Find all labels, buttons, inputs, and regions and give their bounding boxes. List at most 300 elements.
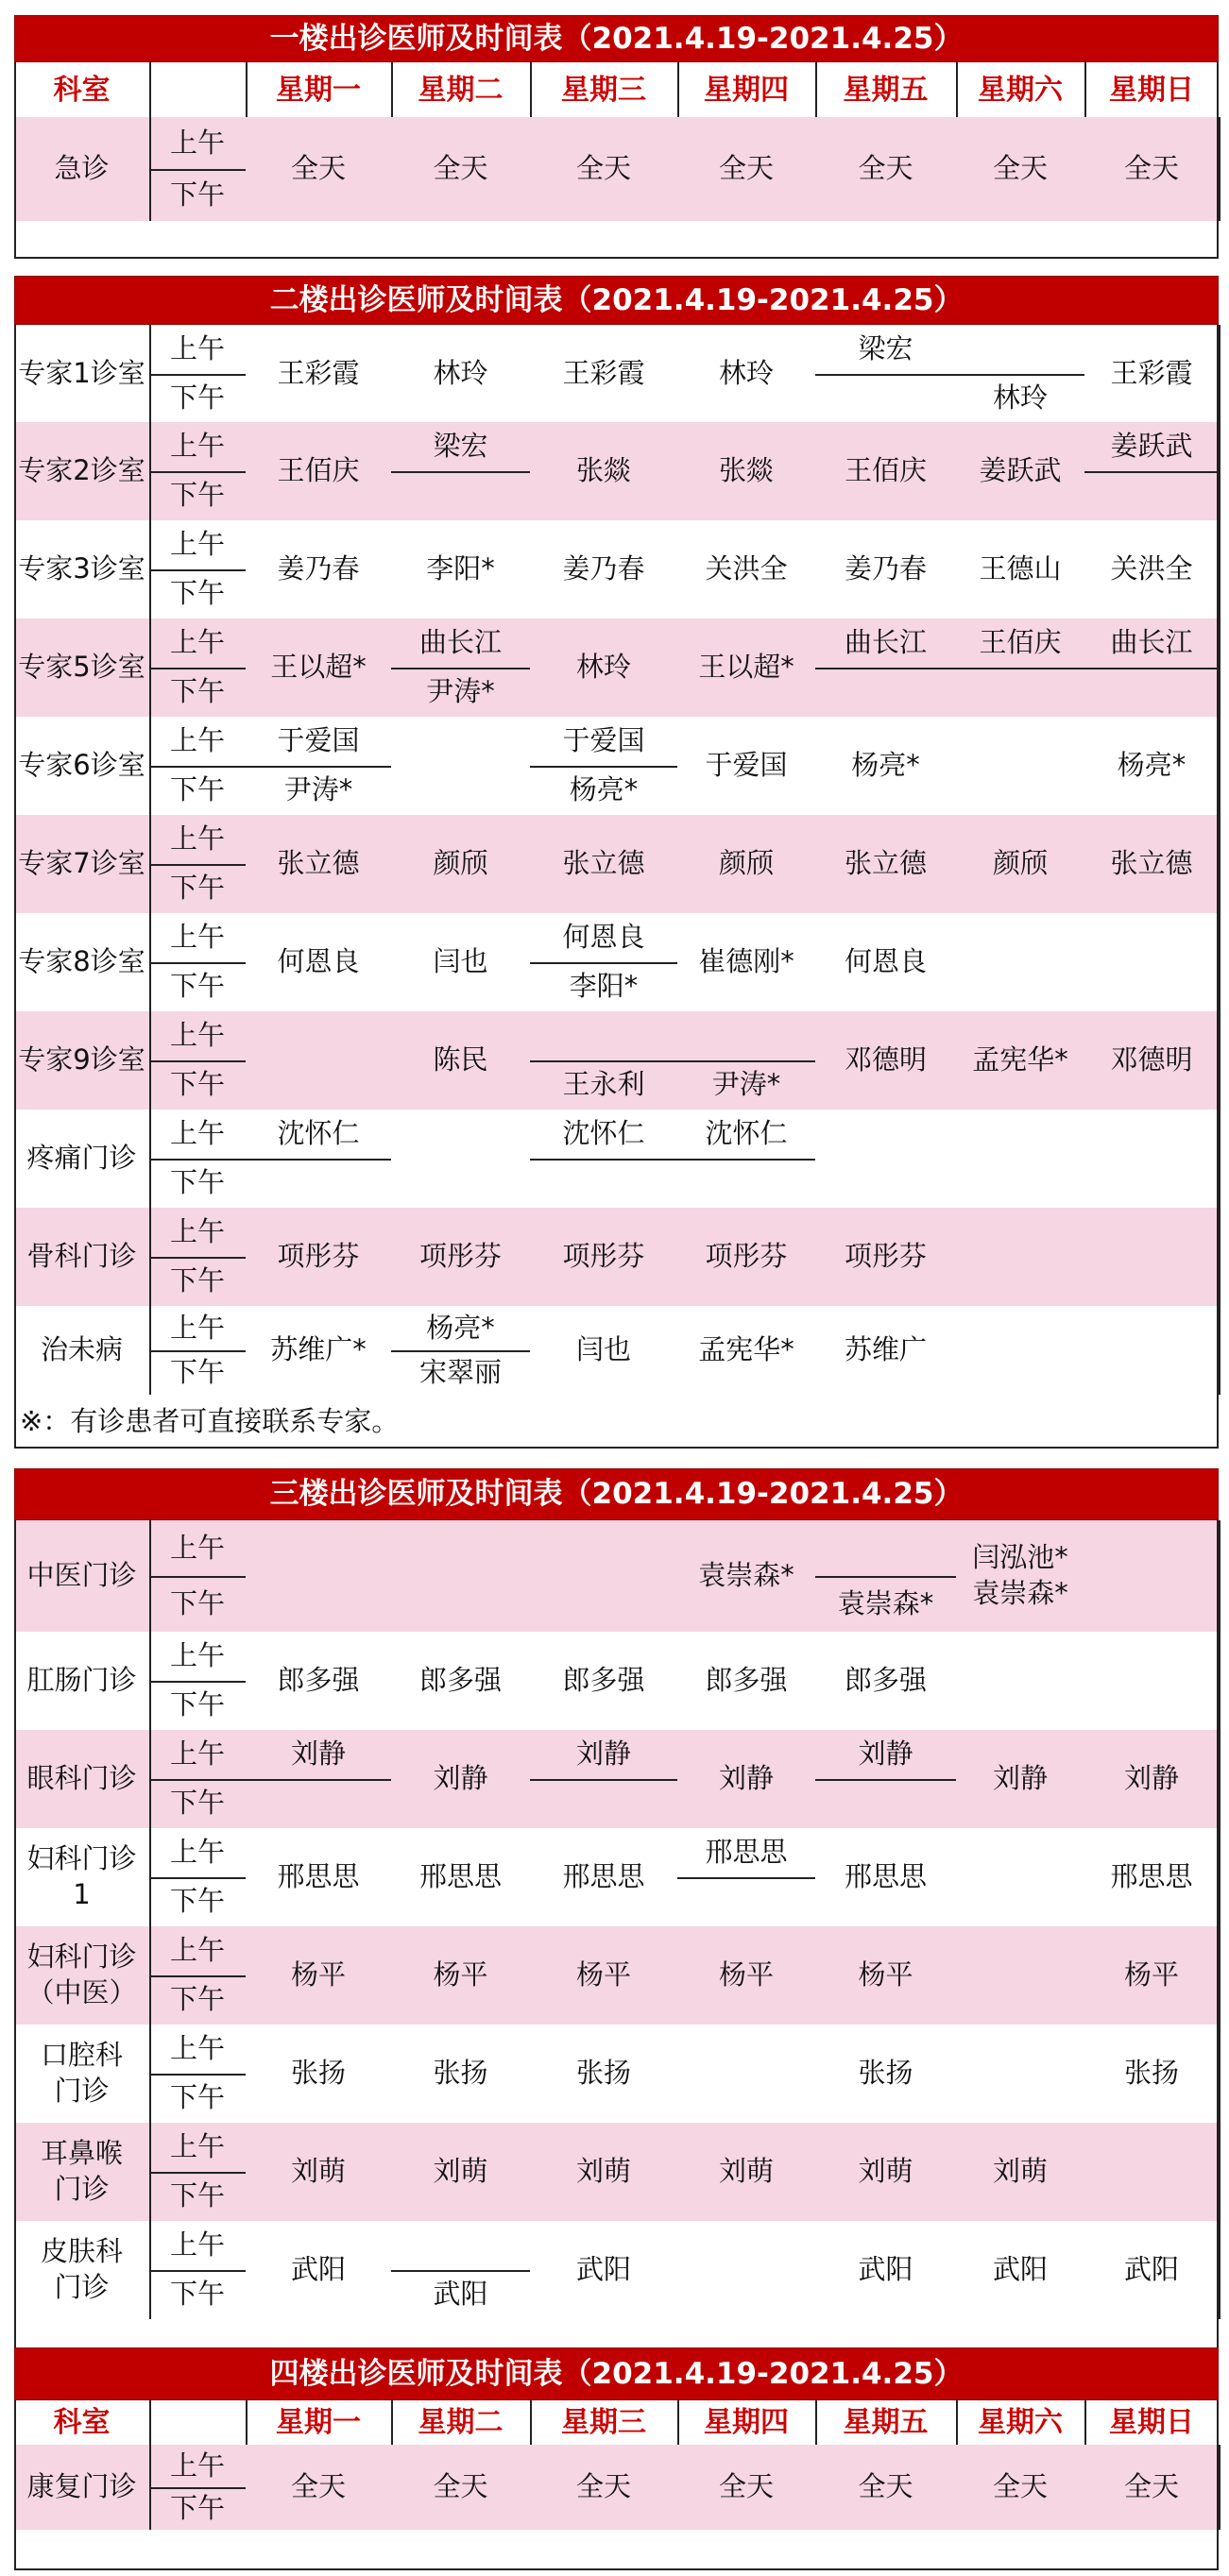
grid-line xyxy=(149,62,151,117)
doctor-cell-pm xyxy=(815,668,956,717)
doctor-cell xyxy=(956,717,1084,815)
am-label: 上午 xyxy=(149,2025,246,2074)
doctor-cell: 何恩良 xyxy=(246,913,391,1011)
doctor-cell: 杨亮* xyxy=(815,717,956,815)
grid-line xyxy=(1084,668,1219,669)
grid-line xyxy=(1219,117,1220,221)
doctor-cell: 全天 xyxy=(391,2445,530,2530)
doctor-cell: 全天 xyxy=(246,117,391,221)
doctor-cell: 林玲 xyxy=(677,325,815,422)
doctor-cell: 王彩霞 xyxy=(530,325,677,422)
header-day: 星期日 xyxy=(1084,62,1219,117)
doctor-cell-pm: 王永利 xyxy=(530,1060,677,1110)
section-spacer xyxy=(14,2530,1219,2570)
doctor-cell: 全天 xyxy=(677,2445,815,2530)
header-day: 星期六 xyxy=(956,62,1084,117)
dept-name: 疼痛门诊 xyxy=(14,1110,149,1208)
doctor-cell-am: 刘静 xyxy=(815,1730,956,1779)
grid-line xyxy=(956,668,1084,669)
doctor-cell: 林玲 xyxy=(391,325,530,422)
doctor-cell: 陈民 xyxy=(391,1011,530,1110)
doctor-cell: 王德山 xyxy=(956,520,1084,619)
grid-line xyxy=(1219,619,1220,717)
doctor-cell: 武阳 xyxy=(530,2221,677,2319)
doctor-cell: 全天 xyxy=(391,117,530,221)
grid-line xyxy=(149,2025,151,2123)
doctor-cell xyxy=(956,913,1084,1011)
grid-line xyxy=(149,374,246,376)
doctor-cell: 张立德 xyxy=(246,815,391,913)
doctor-cell xyxy=(1084,1520,1219,1632)
header-blank xyxy=(149,2400,246,2445)
grid-line xyxy=(1219,2025,1220,2123)
dept-name: 专家1诊室 xyxy=(14,325,149,422)
doctor-cell: 杨平 xyxy=(391,1926,530,2025)
grid-line xyxy=(1217,325,1219,1449)
doctor-cell-am: 梁宏 xyxy=(391,422,530,471)
grid-line xyxy=(149,1159,246,1161)
grid-line xyxy=(391,2270,530,2272)
doctor-cell xyxy=(956,1208,1084,1306)
am-label: 上午 xyxy=(149,1730,246,1779)
dept-name: 中医门诊 xyxy=(14,1520,149,1632)
grid-line xyxy=(149,2123,151,2221)
grid-line xyxy=(1219,1926,1220,2025)
doctor-cell xyxy=(815,1110,956,1208)
grid-line xyxy=(149,1306,151,1395)
doctor-cell-pm xyxy=(530,1779,677,1828)
doctor-cell-am: 于爱国 xyxy=(246,717,391,766)
doctor-cell xyxy=(391,1110,530,1208)
grid-line xyxy=(815,1576,956,1578)
doctor-cell-am: 梁宏 xyxy=(815,325,956,374)
doctor-cell: 李阳* xyxy=(391,520,530,619)
header-day: 星期五 xyxy=(815,2400,956,2445)
doctor-cell-pm xyxy=(677,1877,815,1926)
grid-line xyxy=(149,766,246,768)
grid-line xyxy=(677,1060,815,1062)
doctor-cell xyxy=(677,2025,815,2123)
doctor-cell-pm: 宋翠丽 xyxy=(391,1350,530,1395)
dept-name: 专家2诊室 xyxy=(14,422,149,520)
dept-name: 肛肠门诊 xyxy=(14,1632,149,1730)
am-label: 上午 xyxy=(149,619,246,668)
doctor-cell-am xyxy=(530,1011,677,1060)
doctor-cell: 刘静 xyxy=(1084,1730,1219,1828)
doctor-cell xyxy=(246,1520,391,1632)
doctor-cell: 王以超* xyxy=(246,619,391,717)
doctor-cell: 杨平 xyxy=(815,1926,956,2025)
doctor-cell: 全天 xyxy=(530,117,677,221)
grid-line xyxy=(956,2400,958,2445)
doctor-cell: 刘萌 xyxy=(246,2123,391,2221)
doctor-cell-pm: 尹涛* xyxy=(391,668,530,717)
pm-label: 下午 xyxy=(149,1060,246,1110)
doctor-cell: 张燚 xyxy=(677,422,815,520)
grid-line xyxy=(149,815,151,913)
grid-line xyxy=(1217,62,1219,259)
doctor-cell: 武阳 xyxy=(815,2221,956,2319)
doctor-cell xyxy=(1084,1306,1219,1395)
dept-name: 骨科门诊 xyxy=(14,1208,149,1306)
grid-line xyxy=(149,2445,151,2530)
grid-line xyxy=(1219,1632,1220,1730)
doctor-cell: 张扬 xyxy=(391,2025,530,2123)
grid-line xyxy=(956,62,958,117)
grid-line xyxy=(391,2400,393,2445)
doctor-cell: 颜颀 xyxy=(391,815,530,913)
doctor-cell: 全天 xyxy=(1084,117,1219,221)
doctor-cell: 全天 xyxy=(956,117,1084,221)
doctor-cell-am: 刘静 xyxy=(530,1730,677,1779)
doctor-cell xyxy=(956,2025,1084,2123)
grid-line xyxy=(149,2221,151,2319)
am-label: 上午 xyxy=(149,1828,246,1877)
doctor-cell xyxy=(391,1520,530,1632)
grid-line xyxy=(677,2400,679,2445)
pm-label: 下午 xyxy=(149,2172,246,2221)
grid-line xyxy=(1219,2445,1220,2530)
doctor-cell xyxy=(1084,1208,1219,1306)
doctor-cell: 项彤芬 xyxy=(391,1208,530,1306)
doctor-cell xyxy=(956,1110,1084,1208)
dept-name: 专家3诊室 xyxy=(14,520,149,619)
doctor-cell: 邢思思 xyxy=(815,1828,956,1926)
doctor-cell: 姜乃春 xyxy=(246,520,391,619)
grid-line xyxy=(1217,2400,1219,2570)
dept-name: 专家5诊室 xyxy=(14,619,149,717)
section-title: 一楼出诊医师及时间表（2021.4.19-2021.4.25） xyxy=(14,15,1219,62)
doctor-cell: 郎多强 xyxy=(530,1632,677,1730)
grid-line xyxy=(149,913,151,1011)
doctor-cell: 刘萌 xyxy=(956,2123,1084,2221)
doctor-cell: 项彤芬 xyxy=(677,1208,815,1306)
am-label: 上午 xyxy=(149,2445,246,2487)
doctor-cell: 姜乃春 xyxy=(815,520,956,619)
doctor-cell-pm: 武阳 xyxy=(391,2270,530,2319)
doctor-cell-pm xyxy=(1084,471,1219,520)
doctor-cell: 张燚 xyxy=(530,422,677,520)
header-day: 星期日 xyxy=(1084,2400,1219,2445)
grid-line xyxy=(149,1060,246,1062)
grid-line xyxy=(1219,1208,1220,1306)
doctor-cell: 林玲 xyxy=(530,619,677,717)
grid-line xyxy=(391,668,530,669)
header-day: 星期二 xyxy=(391,2400,530,2445)
doctor-cell: 全天 xyxy=(1084,2445,1219,2530)
pm-label: 下午 xyxy=(149,169,246,221)
grid-line xyxy=(956,374,1084,376)
header-day: 星期一 xyxy=(246,2400,391,2445)
section-title: 二楼出诊医师及时间表（2021.4.19-2021.4.25） xyxy=(14,276,1219,325)
grid-line xyxy=(149,717,151,815)
grid-line xyxy=(149,169,246,171)
pm-label: 下午 xyxy=(149,2270,246,2319)
doctor-cell-am: 何恩良 xyxy=(530,913,677,962)
doctor-cell-pm xyxy=(246,1159,391,1208)
grid-line xyxy=(149,1011,151,1110)
doctor-cell: 孟宪华* xyxy=(956,1011,1084,1110)
dept-name: 口腔科 门诊 xyxy=(14,2025,149,2123)
doctor-cell-pm: 尹涛* xyxy=(246,766,391,815)
doctor-cell: 颜颀 xyxy=(677,815,815,913)
grid-line xyxy=(149,1110,151,1208)
pm-label: 下午 xyxy=(149,1350,246,1395)
dept-name: 专家6诊室 xyxy=(14,717,149,815)
grid-line xyxy=(14,2400,16,2570)
doctor-cell: 关洪全 xyxy=(677,520,815,619)
dept-name: 皮肤科 门诊 xyxy=(14,2221,149,2319)
grid-line xyxy=(1219,1110,1220,1208)
grid-line xyxy=(391,62,393,117)
am-label: 上午 xyxy=(149,815,246,864)
doctor-cell: 全天 xyxy=(956,2445,1084,2530)
header-day: 星期三 xyxy=(530,2400,677,2445)
grid-line xyxy=(149,520,151,619)
grid-line xyxy=(149,1877,246,1879)
doctor-cell-pm xyxy=(677,1159,815,1208)
doctor-cell: 项彤芬 xyxy=(530,1208,677,1306)
doctor-cell: 邢思思 xyxy=(391,1828,530,1926)
grid-line xyxy=(149,962,246,964)
doctor-cell: 杨平 xyxy=(246,1926,391,2025)
grid-line xyxy=(246,62,248,117)
am-label: 上午 xyxy=(149,117,246,169)
section-spacer xyxy=(14,221,1219,259)
doctor-cell: 刘静 xyxy=(956,1730,1084,1828)
doctor-cell: 杨亮* xyxy=(1084,717,1219,815)
header-day: 星期四 xyxy=(677,2400,815,2445)
dept-name: 专家8诊室 xyxy=(14,913,149,1011)
doctor-cell: 杨平 xyxy=(1084,1926,1219,2025)
doctor-cell: 全天 xyxy=(677,117,815,221)
doctor-cell: 杨平 xyxy=(677,1926,815,2025)
grid-line xyxy=(149,1257,246,1259)
doctor-cell xyxy=(956,1828,1084,1926)
doctor-cell: 邢思思 xyxy=(246,1828,391,1926)
pm-label: 下午 xyxy=(149,1257,246,1306)
grid-line xyxy=(530,2400,532,2445)
am-label: 上午 xyxy=(149,1208,246,1257)
doctor-cell: 闫也 xyxy=(530,1306,677,1395)
doctor-cell: 于爱国 xyxy=(677,717,815,815)
doctor-cell: 刘萌 xyxy=(530,2123,677,2221)
grid-line xyxy=(1217,1520,1219,2359)
doctor-cell: 项彤芬 xyxy=(246,1208,391,1306)
header-day: 星期四 xyxy=(677,62,815,117)
doctor-cell: 邓德明 xyxy=(1084,1011,1219,1110)
grid-line xyxy=(1219,2221,1220,2319)
am-label: 上午 xyxy=(149,2221,246,2270)
grid-line xyxy=(815,1779,956,1781)
doctor-cell: 刘萌 xyxy=(815,2123,956,2221)
grid-line xyxy=(246,1779,391,1781)
doctor-cell xyxy=(677,2221,815,2319)
grid-line xyxy=(14,62,16,259)
grid-line xyxy=(677,1877,815,1879)
grid-line xyxy=(14,1520,16,2359)
pm-label: 下午 xyxy=(149,569,246,619)
doctor-cell: 颜颀 xyxy=(956,815,1084,913)
grid-line xyxy=(149,1208,151,1306)
grid-line xyxy=(149,619,151,717)
header-day: 星期五 xyxy=(815,62,956,117)
grid-line xyxy=(815,668,956,669)
doctor-cell: 张立德 xyxy=(815,815,956,913)
grid-line xyxy=(149,2487,246,2489)
doctor-cell-am xyxy=(956,325,1084,374)
grid-line xyxy=(149,864,246,866)
am-label: 上午 xyxy=(149,2123,246,2172)
grid-line xyxy=(14,1447,1219,1449)
am-label: 上午 xyxy=(149,1926,246,1975)
am-label: 上午 xyxy=(149,1011,246,1060)
doctor-cell: 王佰庆 xyxy=(815,422,956,520)
doctor-cell: 刘萌 xyxy=(677,2123,815,2221)
grid-line xyxy=(149,2270,246,2272)
doctor-cell-pm xyxy=(391,471,530,520)
doctor-cell: 郎多强 xyxy=(677,1632,815,1730)
dept-name: 专家9诊室 xyxy=(14,1011,149,1110)
grid-line xyxy=(246,2400,248,2445)
doctor-cell: 郎多强 xyxy=(815,1632,956,1730)
dept-name: 妇科门诊 1 xyxy=(14,1828,149,1926)
grid-line xyxy=(391,471,530,473)
pm-label: 下午 xyxy=(149,471,246,520)
doctor-cell: 姜跃武 xyxy=(956,422,1084,520)
doctor-cell-am: 姜跃武 xyxy=(1084,422,1219,471)
grid-line xyxy=(530,1159,677,1161)
doctor-cell-pm xyxy=(530,1159,677,1208)
doctor-cell: 全天 xyxy=(530,2445,677,2530)
doctor-cell: 张扬 xyxy=(1084,2025,1219,2123)
pm-label: 下午 xyxy=(149,1779,246,1828)
doctor-cell-am: 沈怀仁 xyxy=(246,1110,391,1159)
grid-line xyxy=(149,1576,246,1578)
doctor-cell-am: 曲长江 xyxy=(815,619,956,668)
grid-line xyxy=(14,325,16,1449)
grid-line xyxy=(1219,422,1220,520)
grid-line xyxy=(815,2400,817,2445)
doctor-cell: 崔德刚* xyxy=(677,913,815,1011)
pm-label: 下午 xyxy=(149,1576,246,1632)
section-title: 四楼出诊医师及时间表（2021.4.19-2021.4.25） xyxy=(14,2347,1219,2400)
am-label: 上午 xyxy=(149,717,246,766)
pm-label: 下午 xyxy=(149,1159,246,1208)
doctor-cell: 郎多强 xyxy=(391,1632,530,1730)
grid-line xyxy=(815,374,956,376)
doctor-cell: 王彩霞 xyxy=(246,325,391,422)
header-day: 星期三 xyxy=(530,62,677,117)
doctor-cell: 武阳 xyxy=(1084,2221,1219,2319)
grid-line xyxy=(391,1350,530,1352)
grid-line xyxy=(149,1828,151,1926)
grid-line xyxy=(530,1060,677,1062)
grid-line xyxy=(246,766,391,768)
header-dept: 科室 xyxy=(14,2400,149,2445)
doctor-cell: 闫泓池* 袁崇森* xyxy=(956,1520,1084,1632)
doctor-cell-am: 沈怀仁 xyxy=(530,1110,677,1159)
grid-line xyxy=(1084,62,1086,117)
dept-name: 眼科门诊 xyxy=(14,1730,149,1828)
doctor-cell xyxy=(956,1306,1084,1395)
doctor-cell: 闫也 xyxy=(391,913,530,1011)
doctor-cell xyxy=(1084,2123,1219,2221)
grid-line xyxy=(530,62,532,117)
grid-line xyxy=(246,1159,391,1161)
doctor-cell-am: 曲长江 xyxy=(1084,619,1219,668)
doctor-cell: 武阳 xyxy=(956,2221,1084,2319)
grid-line xyxy=(149,117,151,221)
doctor-cell-pm: 林玲 xyxy=(956,374,1084,422)
grid-line xyxy=(149,569,246,571)
am-label: 上午 xyxy=(149,325,246,374)
grid-line xyxy=(149,1520,151,1632)
doctor-cell-am: 刘静 xyxy=(246,1730,391,1779)
pm-label: 下午 xyxy=(149,766,246,815)
header-dept: 科室 xyxy=(14,62,149,117)
pm-label: 下午 xyxy=(149,1877,246,1926)
pm-label: 下午 xyxy=(149,962,246,1011)
header-day: 星期二 xyxy=(391,62,530,117)
doctor-cell: 关洪全 xyxy=(1084,520,1219,619)
grid-line xyxy=(149,1926,151,2025)
doctor-cell: 何恩良 xyxy=(815,913,956,1011)
doctor-cell-am xyxy=(677,1011,815,1060)
doctor-cell-pm: 尹涛* xyxy=(677,1060,815,1110)
grid-line xyxy=(149,1730,151,1828)
am-label: 上午 xyxy=(149,422,246,471)
dept-name: 专家7诊室 xyxy=(14,815,149,913)
doctor-cell-am: 曲长江 xyxy=(391,619,530,668)
doctor-cell: 张扬 xyxy=(530,2025,677,2123)
grid-line xyxy=(815,62,817,117)
grid-line xyxy=(1219,1828,1220,1926)
am-label: 上午 xyxy=(149,1110,246,1159)
doctor-cell-pm xyxy=(1084,668,1219,717)
doctor-cell: 全天 xyxy=(815,117,956,221)
doctor-cell-pm xyxy=(956,668,1084,717)
doctor-cell: 杨平 xyxy=(530,1926,677,2025)
doctor-cell: 王佰庆 xyxy=(246,422,391,520)
grid-line xyxy=(149,2074,246,2076)
doctor-cell xyxy=(391,717,530,815)
doctor-cell-am: 邢思思 xyxy=(677,1828,815,1877)
doctor-cell: 全天 xyxy=(815,2445,956,2530)
grid-line xyxy=(149,1681,246,1683)
dept-name: 妇科门诊 （中医） xyxy=(14,1926,149,2025)
am-label: 上午 xyxy=(149,520,246,569)
doctor-cell xyxy=(956,1926,1084,2025)
doctor-cell: 王以超* xyxy=(677,619,815,717)
grid-line xyxy=(149,422,151,520)
grid-line xyxy=(530,962,677,964)
doctor-cell: 刘静 xyxy=(391,1730,530,1828)
doctor-cell: 刘萌 xyxy=(391,2123,530,2221)
doctor-cell-am: 杨亮* xyxy=(391,1306,530,1350)
grid-line xyxy=(1219,2123,1220,2221)
doctor-cell: 张扬 xyxy=(815,2025,956,2123)
doctor-cell: 邓德明 xyxy=(815,1011,956,1110)
doctor-cell: 袁崇森* xyxy=(677,1520,815,1632)
doctor-cell: 郎多强 xyxy=(246,1632,391,1730)
pm-label: 下午 xyxy=(149,2074,246,2123)
doctor-cell xyxy=(1084,913,1219,1011)
grid-line xyxy=(149,1350,246,1352)
doctor-cell xyxy=(246,1011,391,1110)
grid-line xyxy=(530,1779,677,1781)
grid-line xyxy=(14,2568,1219,2570)
